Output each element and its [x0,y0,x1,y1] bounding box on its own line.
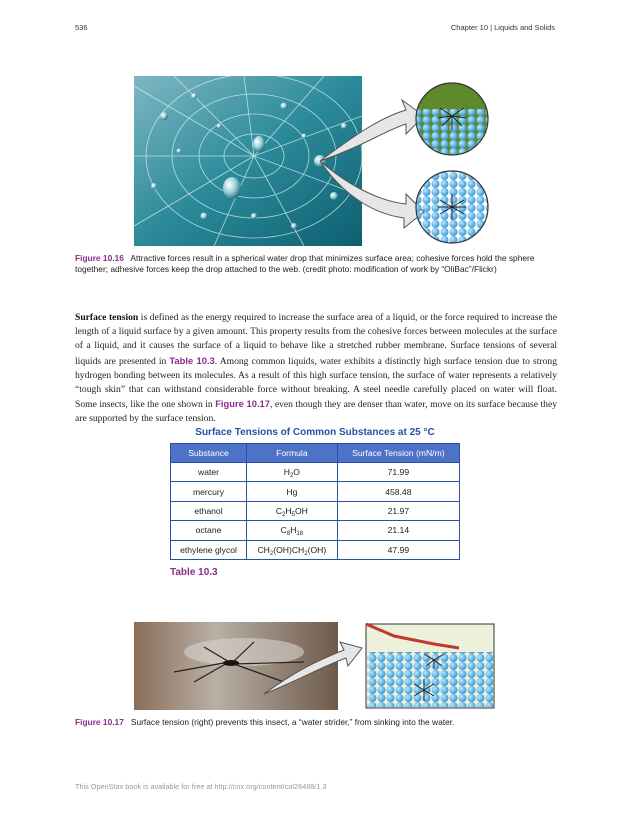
formula-subscript: 2 [269,550,274,557]
cell-formula [247,501,338,520]
formula-part: Hg [286,486,298,497]
formula-part: OH [294,505,308,516]
chapter-header: Chapter 10 | Liquids and Solids [450,23,555,32]
cell-surface-tension: 71.99 [337,463,459,482]
spider-web-photo [134,76,362,246]
figure-10-17-caption [75,717,557,728]
cell-substance: ethanol [171,501,247,520]
formula-subscript: 5 [291,511,295,518]
cell-substance: octane [171,521,247,540]
formula-part: C [275,505,283,516]
figure-10-17-caption-text: Surface tension (right) prevents this insect, a “water strider,” from sinking into the water. [130,717,455,727]
cell-formula [247,540,338,559]
water-surface-molecules [367,652,493,707]
figure-10-17-label: Figure 10.17 [75,717,124,727]
cell-surface-tension: 458.48 [337,482,459,501]
paragraph-text-3: , even though they are denser than water, move on its surface because they are supported by the surface tension. [75,399,557,425]
table-10-3-link[interactable]: Table 10.3 [169,354,215,366]
formula-part: (OH)CH [273,544,305,555]
figure-10-16-caption [75,253,557,275]
figure-10-17-link[interactable]: Figure 10.17 [215,398,270,410]
table-title: Surface Tensions of Common Substances at 25 °C [195,427,435,438]
formula-part: C [280,525,287,536]
paragraph-text-1: is defined as the energy required to increase the surface area of a liquid, or the force required to increase the length of a liquid surface by a given amount. This property results from the cohesive forces between molecules at the surface of a liquid, and it causes the surface of a liquid to behave like a stretched rubber membrane. Surface tensions of several liquids are presented in [75,312,557,367]
page-number: 536 [75,23,88,32]
figure-10-16-label: Figure 10.16 [75,253,124,263]
surface-tension-paragraph [75,311,557,427]
header-surface-tension: Surface Tension (mN/m) [337,444,459,463]
term-surface-tension: Surface tension [75,312,139,323]
table-row [171,501,460,520]
header-substance: Substance [171,444,247,463]
formula-part: H [285,505,292,516]
formula-subscript: 2 [282,511,286,518]
figure-10-17-image [134,622,496,710]
figure-10-16-image [134,76,494,246]
cell-substance: ethylene glycol [171,540,247,559]
surface-tension-table [170,443,460,560]
table-row [171,521,460,540]
cell-substance: mercury [171,482,247,501]
table-row [171,482,460,501]
cell-surface-tension: 21.97 [337,501,459,520]
formula-subscript: 2 [304,550,308,557]
table-row [171,463,460,482]
table-header-row [171,444,460,463]
cell-formula [247,482,338,501]
footer-text: This OpenStax book is available for free at http://cnx.org/content/col26488/1.3 [75,782,327,791]
cell-formula [247,463,338,482]
formula-subscript: 2 [289,473,294,480]
paragraph-text-2: . Among common liquids, water exhibits a distinctly high surface tension due to strong hydrogen bonding between its molecules. As a result of this high surface tension, the surface of water represents a relatively “tough skin” that can withstand considerable force without breaking. A steel needle carefully placed on water will float. Some insects, like the one shown in [75,355,557,411]
formula-part: CH [257,544,270,555]
formula-part: (OH) [307,544,327,555]
formula-part: H [283,467,290,478]
formula-part: H [290,525,297,536]
cell-substance: water [171,463,247,482]
table-label: Table 10.3 [170,567,218,578]
header-formula: Formula [247,444,338,463]
cell-surface-tension: 47.99 [337,540,459,559]
figure-10-16-caption-text: Attractive forces result in a spherical water drop that minimizes surface area; cohesive forces hold the sphere together; adhesive forces keep the drop attached to the web. (credit photo: modification of work by “OliBac”/Flickr) [75,253,535,274]
formula-part: O [293,467,300,478]
cell-surface-tension: 21.14 [337,521,459,540]
surface-molecules-diagram [414,81,494,161]
formula-subscript: 18 [296,531,304,538]
table-row [171,540,460,559]
cell-formula [247,521,338,540]
formula-subscript: 8 [286,531,291,538]
